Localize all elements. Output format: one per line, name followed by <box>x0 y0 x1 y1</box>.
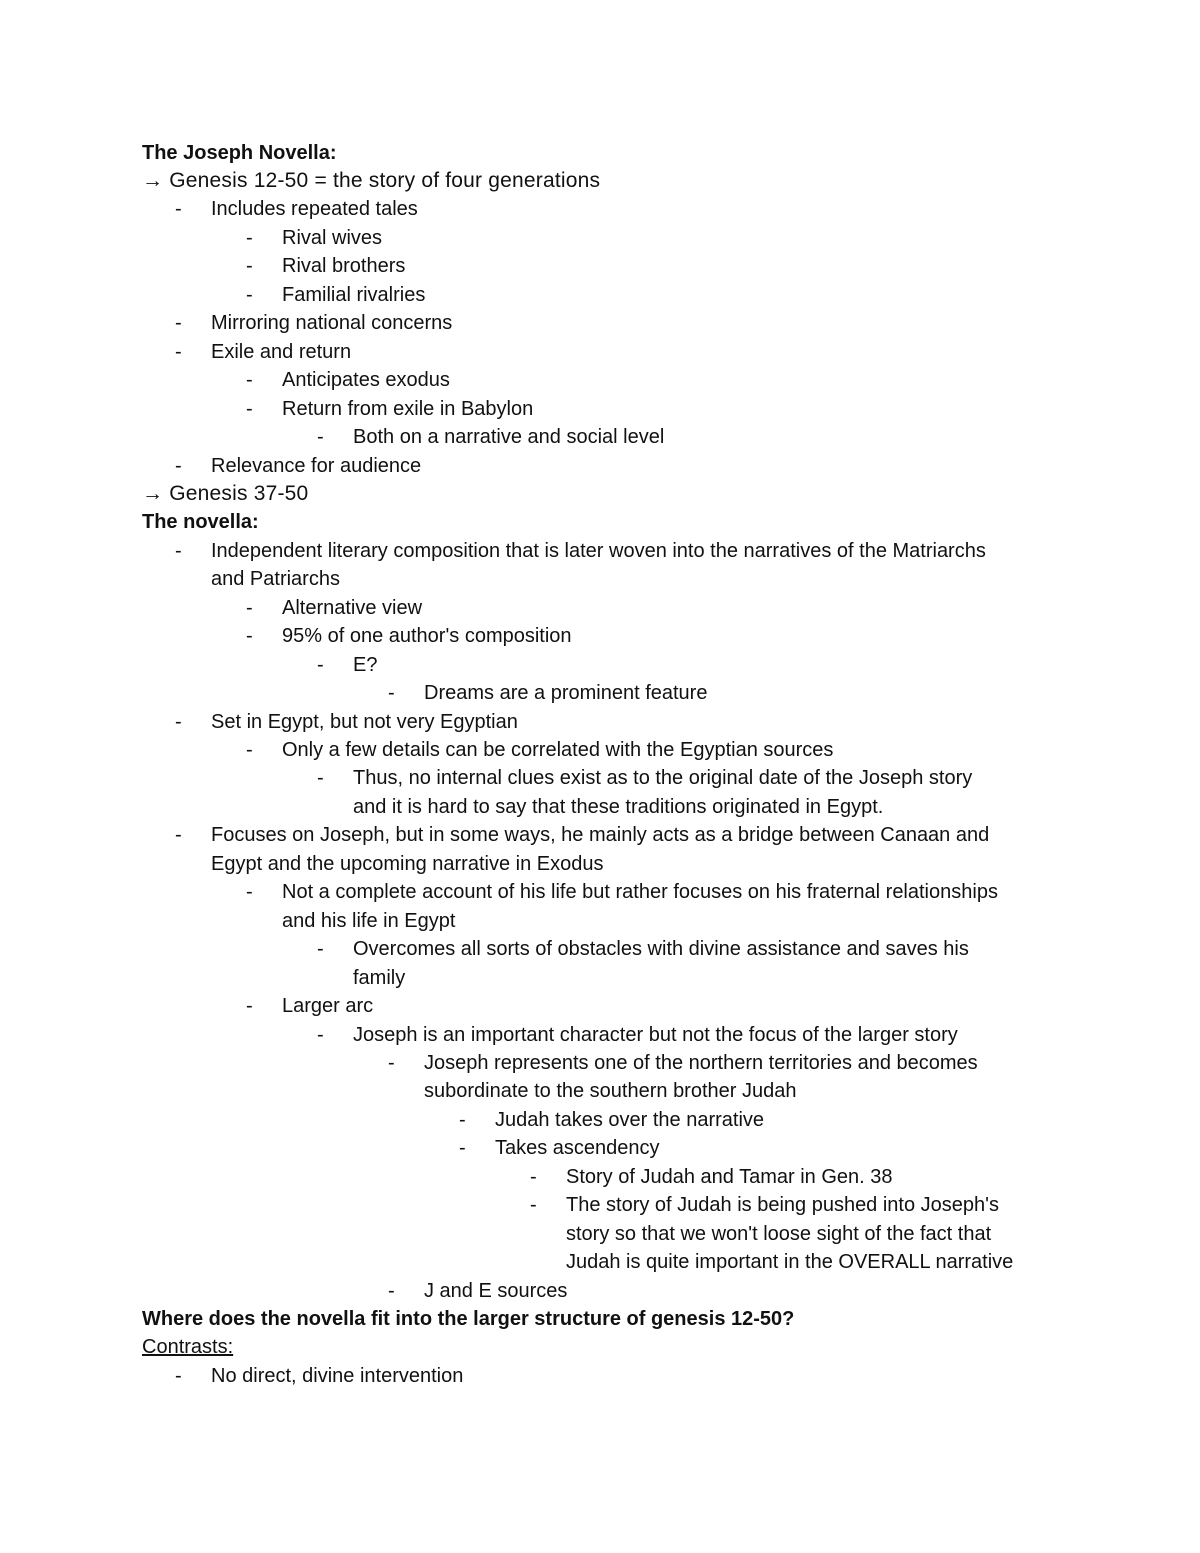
bullet-dash: - <box>246 283 253 306</box>
bullet-dash: - <box>246 397 253 420</box>
bullet-dash: - <box>246 625 253 648</box>
bullet-dash: - <box>175 340 182 363</box>
outline-text: Judah takes over the narrative <box>495 1108 765 1131</box>
bullet-dash: - <box>246 881 253 904</box>
outline-text: 95% of one author's composition <box>282 625 572 648</box>
outline-text: and Patriarchs <box>211 568 340 591</box>
bullet-dash: - <box>175 710 182 733</box>
outline-text: Overcomes all sorts of obstacles with divine assistance and saves his <box>353 938 969 961</box>
outline-text: Both on a narrative and social level <box>353 426 665 449</box>
bullet-dash: - <box>388 682 395 705</box>
outline-text: The novella: <box>142 511 259 534</box>
outline-text: Judah is quite important in the OVERALL narrative <box>566 1251 1014 1274</box>
bullet-dash: - <box>530 1194 537 1217</box>
outline-text: Larger arc <box>282 995 374 1018</box>
bullet-dash: - <box>317 938 324 961</box>
outline-text: E? <box>353 653 378 676</box>
bullet-dash: - <box>246 226 253 249</box>
outline-text: Anticipates exodus <box>282 369 450 392</box>
bullet-dash: - <box>246 369 253 392</box>
bullet-dash: - <box>175 824 182 847</box>
outline-text: → Genesis 37-50 <box>142 481 309 505</box>
outline-text: Rival wives <box>282 226 383 249</box>
outline-text: subordinate to the southern brother Judah <box>424 1080 797 1103</box>
outline-text: family <box>353 966 406 989</box>
outline-text: and it is hard to say that these traditions originated in Egypt. <box>353 795 884 818</box>
bullet-dash: - <box>530 1165 537 1188</box>
outline-text: Set in Egypt, but not very Egyptian <box>211 710 518 733</box>
bullet-dash: - <box>175 454 182 477</box>
outline-text: Familial rivalries <box>282 283 426 306</box>
bullet-dash: - <box>317 767 324 790</box>
outline-text: and his life in Egypt <box>282 909 456 932</box>
bullet-dash: - <box>246 255 253 278</box>
bullet-dash: - <box>317 426 324 449</box>
outline-text: J and E sources <box>424 1279 568 1302</box>
outline-text: Exile and return <box>211 340 352 363</box>
outline-text: Takes ascendency <box>495 1137 660 1160</box>
bullet-dash: - <box>246 739 253 761</box>
bullet-dash: - <box>459 1137 466 1160</box>
outline-text: Mirroring national concerns <box>211 312 453 335</box>
bullet-dash: - <box>388 1051 395 1074</box>
outline-text: Egypt and the upcoming narrative in Exodus <box>211 852 604 875</box>
bullet-dash: - <box>317 653 324 676</box>
outline-text: Only a few details can be correlated with the Egyptian sources <box>282 739 834 761</box>
outline-text: Includes repeated tales <box>211 198 418 221</box>
outline-text: → Genesis 12-50 = the story of four generations <box>142 169 601 192</box>
outline-text: No direct, divine intervention <box>211 1364 464 1387</box>
bullet-dash: - <box>175 312 182 335</box>
bullet-dash: - <box>175 539 182 562</box>
outline-text: Focuses on Joseph, but in some ways, he mainly acts as a bridge between Canaan and <box>211 824 990 847</box>
outline-text: Not a complete account of his life but rather focuses on his fraternal relationships <box>282 881 998 904</box>
outline-text: Return from exile in Babylon <box>282 397 534 420</box>
bullet-dash: - <box>388 1279 395 1302</box>
bullet-dash: - <box>317 1023 324 1046</box>
outline-text: Contrasts: <box>142 1336 234 1359</box>
bullet-dash: - <box>175 1364 182 1387</box>
outline-text: Thus, no internal clues exist as to the original date of the Joseph story <box>353 767 973 790</box>
outline-text: Story of Judah and Tamar in Gen. 38 <box>566 1165 893 1188</box>
bullet-dash: - <box>246 596 253 619</box>
outline-text: Relevance for audience <box>211 454 422 477</box>
outline-text: Where does the novella fit into the larger structure of genesis 12-50? <box>142 1308 795 1330</box>
outline-text: Rival brothers <box>282 255 406 278</box>
outline-text: Dreams are a prominent feature <box>424 682 708 705</box>
outline-text: story so that we won't loose sight of the fact that <box>566 1222 992 1245</box>
bullet-dash: - <box>246 995 253 1018</box>
bullet-dash: - <box>459 1108 466 1131</box>
heading-text: The Joseph Novella: <box>142 142 337 164</box>
outline-text: Joseph is an important character but not the focus of the larger story <box>353 1023 958 1046</box>
outline-text: Independent literary composition that is later woven into the narratives of the Matriarchs <box>211 539 986 562</box>
bullet-dash: - <box>175 198 182 221</box>
outline-text: The story of Judah is being pushed into Joseph's <box>566 1194 999 1217</box>
outline-text: Alternative view <box>282 596 423 619</box>
outline-text: Joseph represents one of the northern territories and becomes <box>424 1051 978 1074</box>
